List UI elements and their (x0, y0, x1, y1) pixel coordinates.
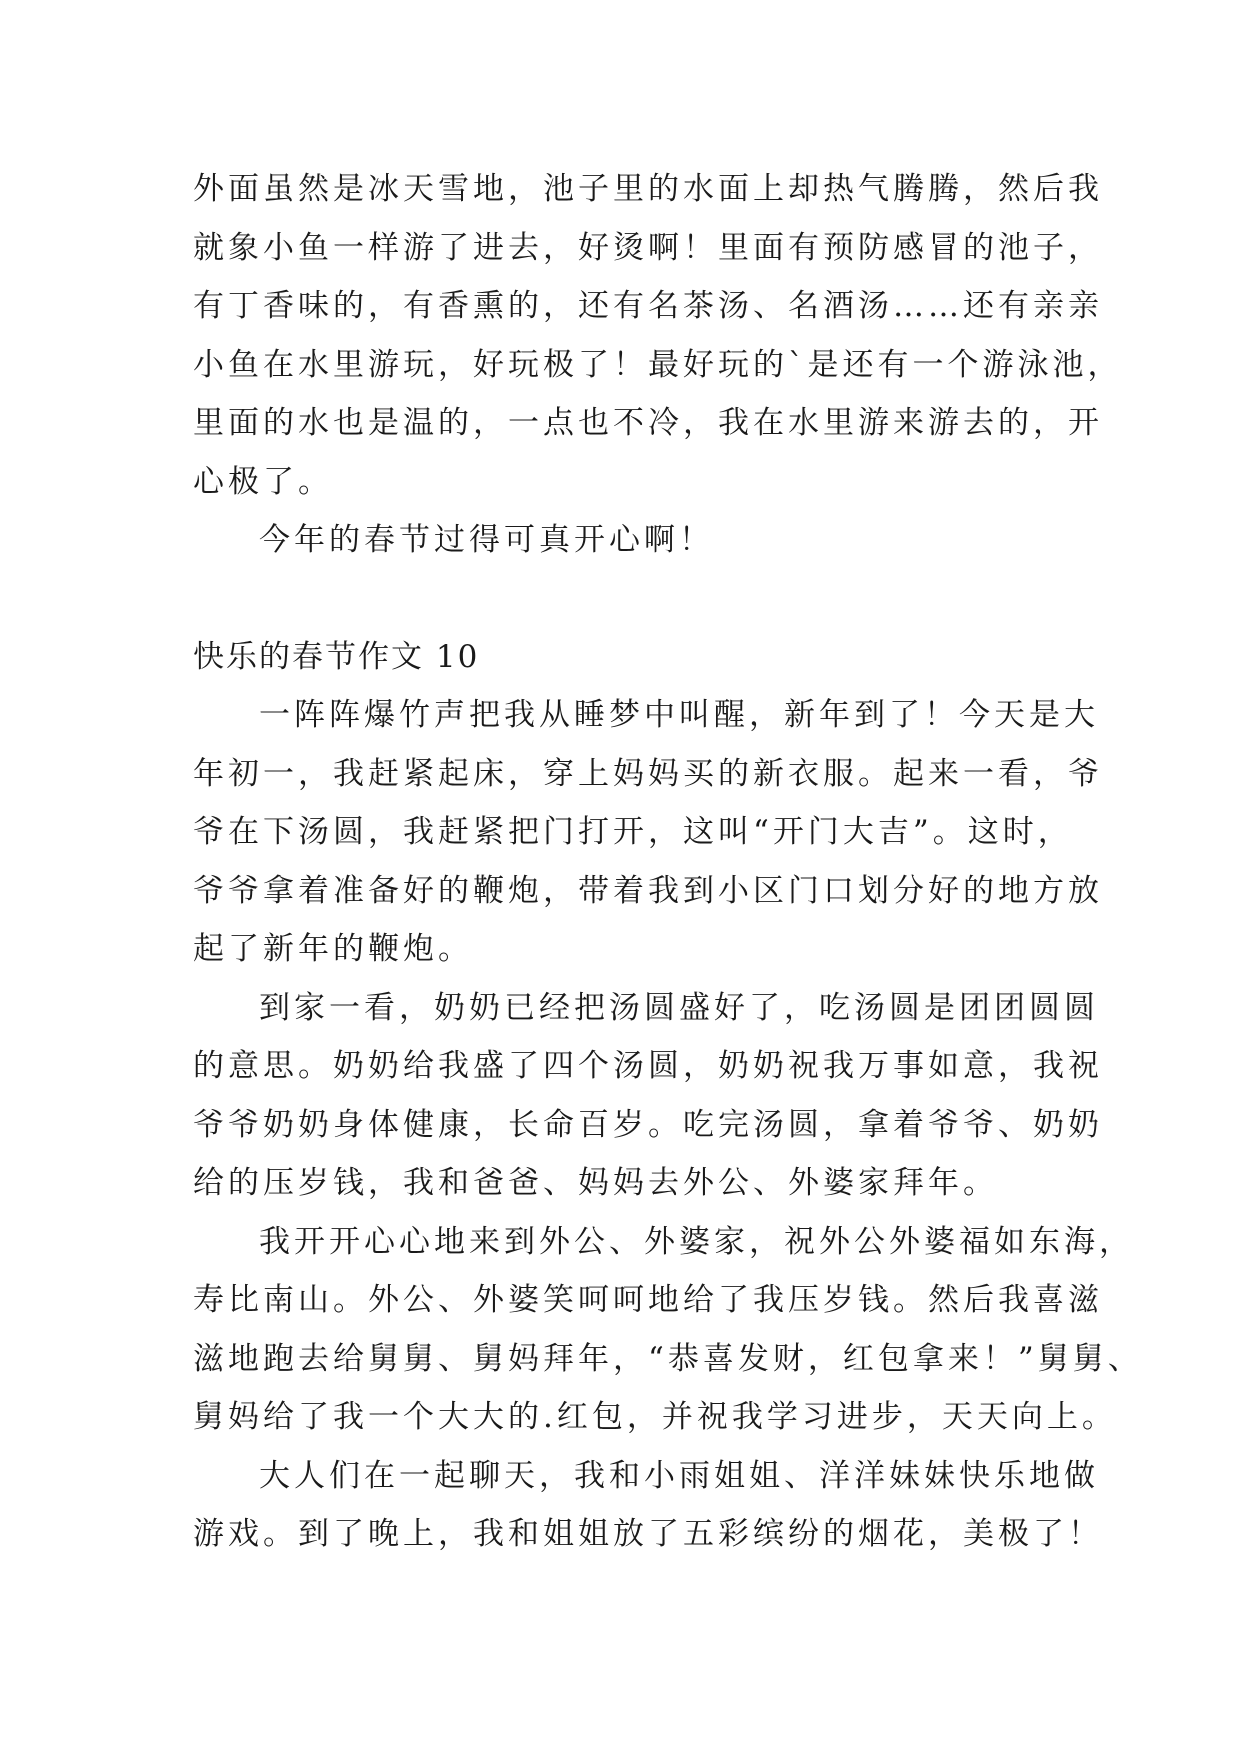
document-body (193, 160, 1143, 1564)
text-line: 年初一，我赶紧起床，穿上妈妈买的新衣服。起来一看，爷 (193, 755, 1103, 792)
text-line: 一阵阵爆竹声把我从睡梦中叫醒，新年到了！今天是大 (259, 697, 1099, 733)
text-line: 小鱼在水里游玩，好玩极了！最好玩的`是还有一个游泳池， (193, 346, 1123, 383)
text-line: 心极了。 (193, 463, 333, 500)
text-line: 里面的水也是温的，一点也不冷，我在水里游来游去的，开 (193, 405, 1103, 441)
paragraph-conclusion (193, 511, 1073, 570)
text-line: 爷在下汤圆，我赶紧把门打开，这叫“开门大吉”。这时， (193, 814, 1073, 850)
text-line: 游戏。到了晚上，我和姐姐放了五彩缤纷的烟花，美极了！ (193, 1516, 1103, 1552)
paragraph-fireworks (193, 1447, 1103, 1564)
text-line: 我开开心心地来到外公、外婆家，祝外公外婆福如东海， (259, 1223, 1134, 1260)
text-line: 爷爷奶奶身体健康，长命百岁。吃完汤圆，拿着爷爷、奶奶 (193, 1106, 1103, 1143)
text-line: 的意思。奶奶给我盛了四个汤圆，奶奶祝我万事如意，我祝 (193, 1048, 1103, 1084)
section-gap (193, 570, 1073, 628)
text-line: 滋地跑去给舅舅、舅妈拜年，“恭喜发财，红包拿来！”舅舅、 (193, 1340, 1143, 1377)
paragraph-grandparents-visit (193, 1213, 1143, 1447)
text-line: 爷爷拿着准备好的鞭炮，带着我到小区门口划分好的地方放 (193, 872, 1103, 909)
text-line: 外面虽然是冰天雪地，池子里的水面上却热气腾腾，然后我 (193, 171, 1103, 207)
text-line: 舅妈给了我一个大大的.红包，并祝我学习进步，天天向上。 (193, 1399, 1117, 1435)
text-line: 给的压岁钱，我和爸爸、妈妈去外公、外婆家拜年。 (193, 1165, 998, 1201)
paragraph-hot-spring (193, 160, 1123, 511)
paragraph-tangyuan (193, 979, 1103, 1213)
text-line: 起了新年的鞭炮。 (193, 931, 473, 967)
text-line: 就象小鱼一样游了进去，好烫啊！里面有预防感冒的池子， (193, 229, 1103, 266)
text-line: 今年的春节过得可真开心啊！ (259, 522, 714, 558)
text-line: 寿比南山。外公、外婆笑呵呵地给了我压岁钱。然后我喜滋 (193, 1282, 1103, 1318)
text-line: 大人们在一起聊天，我和小雨姐姐、洋洋妹妹快乐地做 (259, 1457, 1099, 1494)
section-title: 快乐的春节作文 10 (193, 638, 480, 675)
text-line: 有丁香味的，有香熏的，还有名茶汤、名酒汤……还有亲亲 (193, 288, 1103, 324)
text-line: 到家一看，奶奶已经把汤圆盛好了，吃汤圆是团团圆圆 (259, 989, 1099, 1026)
paragraph-firecrackers (193, 686, 1103, 979)
